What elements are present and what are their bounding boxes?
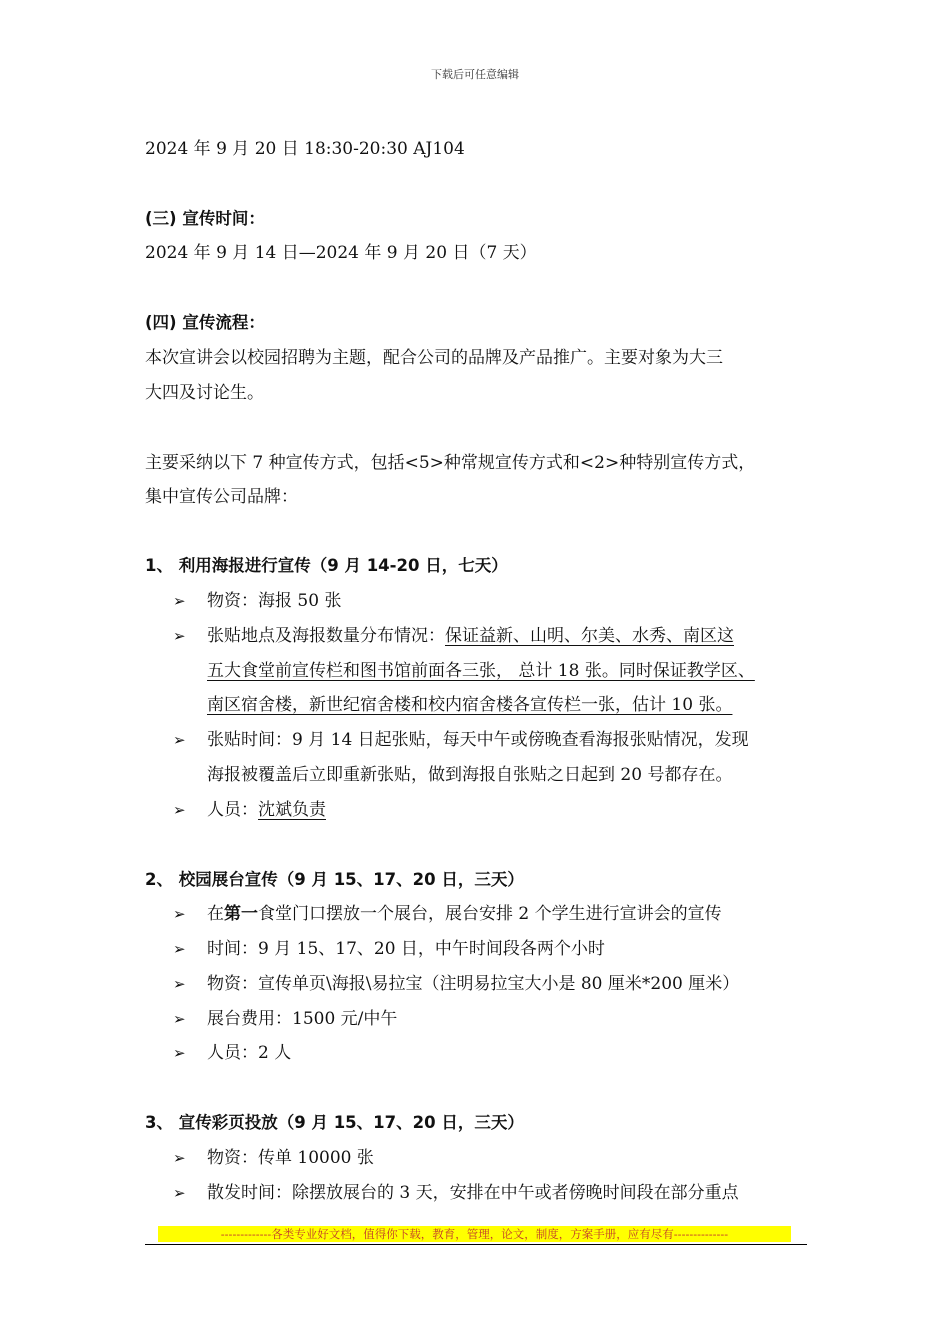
item1-bullet2-prefix: 张贴地点及海报数量分布情况： <box>207 626 445 646</box>
item1-bullet4 <box>207 798 326 822</box>
bullet-arrow-icon: ➢ <box>173 1010 186 1028</box>
item2-bullet1-post: 食堂门口摆放一个展台，展台安排 2 个学生进行宣讲会的宣传 <box>258 904 722 924</box>
item2-bullet1-bold: 第一 <box>224 904 258 924</box>
header-note: 下载后可任意编辑 <box>431 68 519 81</box>
item2-bullet4: 展台费用：1500 元/中午 <box>207 1009 398 1029</box>
item3-bullet1: 物资：传单 10000 张 <box>207 1148 374 1168</box>
item1-bullet2-line1 <box>207 624 734 648</box>
bullet-arrow-icon: ➢ <box>173 627 186 645</box>
bullet-arrow-icon: ➢ <box>173 1149 186 1167</box>
bullet-arrow-icon: ➢ <box>173 592 186 610</box>
item2-heading: 2、 校园展台宣传（9 月 15、17、20 日，三天） <box>145 870 524 889</box>
bullet-arrow-icon: ➢ <box>173 1044 186 1062</box>
bullet-arrow-icon: ➢ <box>173 731 186 749</box>
item3-heading: 3、 宣传彩页投放（9 月 15、17、20 日，三天） <box>145 1113 524 1132</box>
item1-bullet3-line2: 海报被覆盖后立即重新张贴，做到海报自张贴之日起到 20 号都存在。 <box>207 765 733 785</box>
item1-bullet1: 物资：海报 50 张 <box>207 591 342 611</box>
footer-rule <box>145 1244 807 1245</box>
section4-para2-line2: 集中宣传公司品牌： <box>145 487 298 507</box>
item1-bullet3-line1: 张贴时间：9 月 14 日起张贴，每天中午或傍晚查看海报张贴情况，发现 <box>207 730 749 750</box>
section4-para1-line2: 大四及讨论生。 <box>145 383 264 403</box>
item1-bullet4-person: 沈斌负责 <box>258 800 326 820</box>
item1-bullet4-prefix: 人员： <box>207 800 258 820</box>
item2-bullet2: 时间：9 月 15、17、20 日，中午时间段各两个小时 <box>207 939 605 959</box>
item2-bullet3: 物资：宣传单页\海报\易拉宝（注明易拉宝大小是 80 厘米*200 厘米） <box>207 974 740 994</box>
section4-heading: (四) 宣传流程： <box>145 313 265 332</box>
item1-bullet2-line3: 南区宿舍楼，新世纪宿舍楼和校内宿舍楼各宣传栏一张，估计 10 张。 <box>207 695 733 715</box>
bullet-arrow-icon: ➢ <box>173 940 186 958</box>
section3-heading: (三) 宣传时间： <box>145 209 265 228</box>
bullet-arrow-icon: ➢ <box>173 801 186 819</box>
item2-bullet5: 人员：2 人 <box>207 1043 292 1063</box>
bullet-arrow-icon: ➢ <box>173 1184 186 1202</box>
item2-bullet1 <box>207 902 722 926</box>
footer-banner: -------------各类专业好文档，值得你下载，教育，管理，论文，制度，方案手册，应有尽有-------------- <box>158 1226 791 1242</box>
section3-text: 2024 年 9 月 14 日—2024 年 9 月 20 日（7 天） <box>145 243 537 263</box>
event-time-line: 2024 年 9 月 20 日 18:30-20:30 AJ104 <box>145 139 465 159</box>
item1-bullet2-underlined-1: 保证益新、山明、尔美、水秀、南区这 <box>445 626 734 646</box>
bullet-arrow-icon: ➢ <box>173 975 186 993</box>
item1-heading: 1、 利用海报进行宣传（9 月 14-20 日，七天） <box>145 556 508 575</box>
item2-bullet1-pre: 在 <box>207 904 224 924</box>
item1-bullet2-line2: 五大食堂前宣传栏和图书馆前面各三张， 总计 18 张。同时保证教学区、 <box>207 661 755 681</box>
bullet-arrow-icon: ➢ <box>173 905 186 923</box>
item3-bullet2: 散发时间：除摆放展台的 3 天，安排在中午或者傍晚时间段在部分重点 <box>207 1183 739 1203</box>
section4-para1-line1: 本次宣讲会以校园招聘为主题，配合公司的品牌及产品推广。主要对象为大三 <box>145 348 723 368</box>
section4-para2-line1: 主要采纳以下 7 种宣传方式，包括<5>种常规宣传方式和<2>种特别宣传方式， <box>145 453 756 473</box>
